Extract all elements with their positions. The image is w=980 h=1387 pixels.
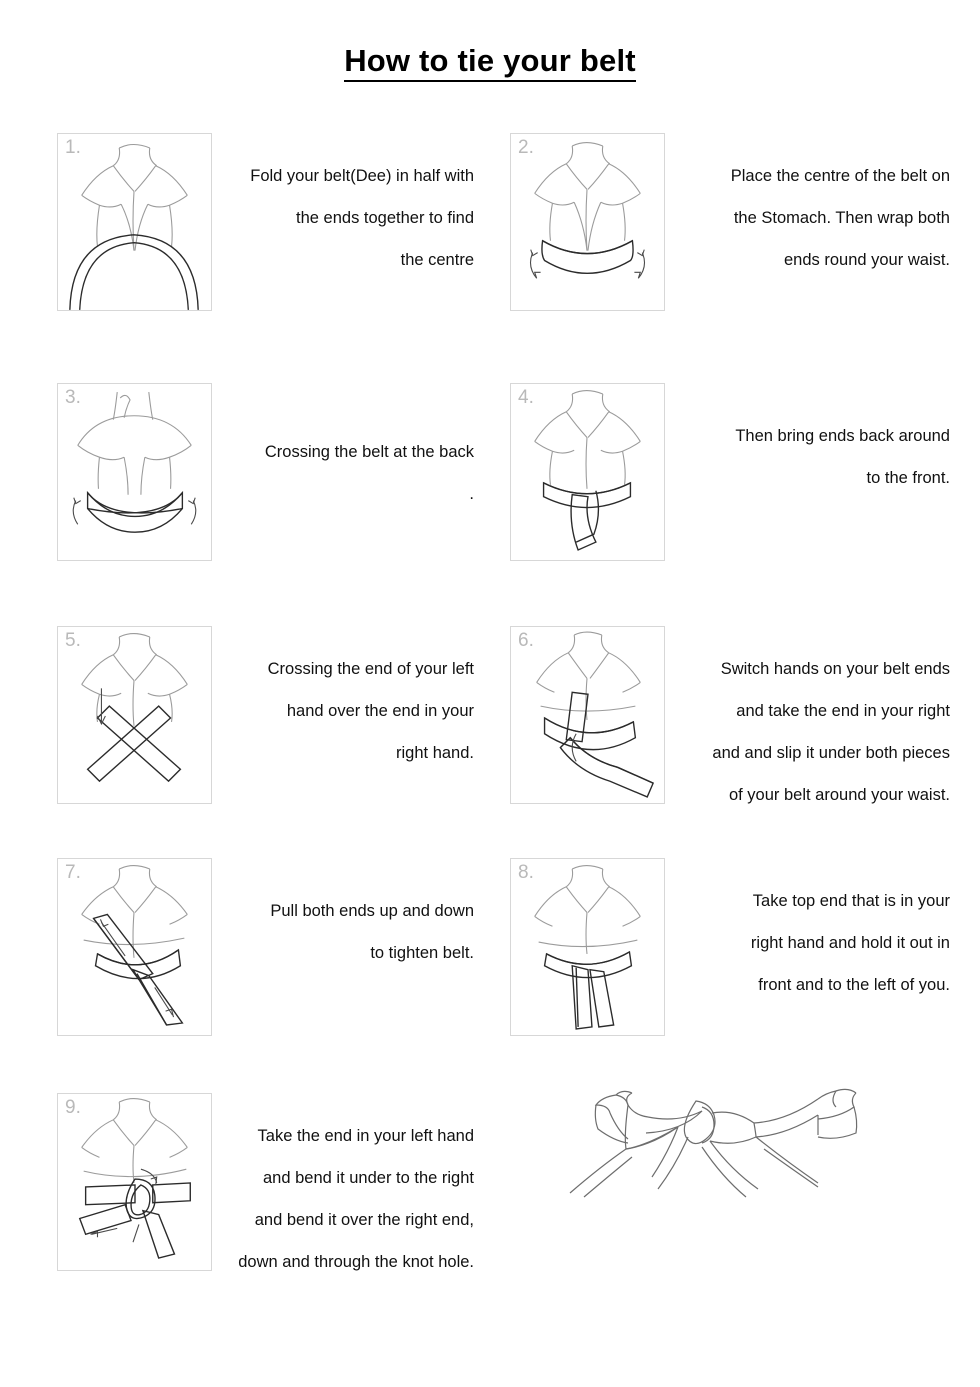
step-8-number: 8. [518, 862, 534, 884]
step-3-illustration [57, 383, 212, 561]
illustration-torso-front-belt-ends-crossed-x [58, 627, 211, 803]
step-2-line-1: Place the centre of the belt on [730, 167, 950, 186]
step-7-line-2: to tighten belt. [370, 944, 474, 963]
illustration-torso-front-belt-ends-brought-forward [511, 384, 664, 560]
illustration-torso-front-pull-ends-tighten-arrows [58, 859, 211, 1035]
step-8-line-1: Take top end that is in your [752, 892, 950, 911]
step-6-text [665, 626, 960, 816]
step-2 [490, 133, 960, 383]
illustration-torso-front-top-end-held-out-front [511, 859, 664, 1035]
illustration-torso-front-with-folded-belt-arc [58, 134, 211, 310]
step-5-line-2: hand over the end in your [286, 702, 474, 721]
step-1-line-1: Fold your belt(Dee) in half with [250, 167, 474, 186]
step-3-line-1: Crossing the belt at the back [264, 443, 474, 462]
step-2-line-2: the Stomach. Then wrap both [733, 209, 950, 228]
step-5-line-1: Crossing the end of your left [267, 660, 474, 679]
step-7-illustration [57, 858, 212, 1036]
step-5 [20, 626, 490, 858]
step-1-line-2: the ends together to find [296, 209, 474, 228]
step-9-text [212, 1093, 490, 1283]
step-1-line-3: the centre [400, 251, 474, 270]
step-9-line-3: and bend it over the right end, [254, 1211, 474, 1230]
step-5-text [212, 626, 490, 774]
step-8-illustration [510, 858, 665, 1036]
page-title: How to tie your belt [344, 43, 636, 83]
step-9-line-1: Take the end in your left hand [257, 1127, 474, 1146]
step-3-number: 3. [65, 387, 81, 409]
step-2-number: 2. [518, 137, 534, 159]
step-8-text [665, 858, 960, 1006]
step-9-line-2: and bend it under to the right [263, 1169, 474, 1188]
step-1-illustration [57, 133, 212, 311]
step-2-text [665, 133, 960, 281]
step-8-line-3: front and to the left of you. [758, 976, 950, 995]
step-9-illustration [57, 1093, 212, 1271]
step-3-line-2: . [469, 485, 474, 504]
step-4-line-1: Then bring ends back around [735, 427, 950, 446]
step-4-line-2: to the front. [866, 469, 950, 488]
step-1-text [212, 133, 490, 281]
step-1-number: 1. [65, 137, 81, 159]
step-6-line-1: Switch hands on your belt ends [720, 660, 950, 679]
step-1 [20, 133, 490, 383]
step-4-illustration [510, 383, 665, 561]
step-6-line-3: and and slip it under both pieces [712, 744, 950, 763]
illustration-torso-front-end-slipped-under-both-layers [511, 627, 664, 803]
final-knot-illustration [560, 1075, 890, 1205]
step-6 [490, 626, 960, 858]
step-2-illustration [510, 133, 665, 311]
step-5-illustration [57, 626, 212, 804]
step-2-line-3: ends round your waist. [783, 251, 950, 270]
step-7-number: 7. [65, 862, 81, 884]
step-5-number: 5. [65, 630, 81, 652]
step-6-number: 6. [518, 630, 534, 652]
illustration-finished-belt-knot [560, 1075, 890, 1205]
step-4-text [665, 383, 960, 499]
step-6-illustration [510, 626, 665, 804]
step-8-line-2: right hand and hold it out in [750, 934, 950, 953]
step-3-text [212, 383, 490, 515]
title-container [0, 0, 980, 103]
step-5-line-3: right hand. [396, 744, 474, 763]
step-3 [20, 383, 490, 626]
illustration-torso-back-belt-crossing-arrows [58, 384, 211, 560]
step-7-text [212, 858, 490, 974]
step-7 [20, 858, 490, 1093]
step-4 [490, 383, 960, 626]
illustration-torso-front-knot-being-tied-arrows [58, 1094, 211, 1270]
step-6-line-4: of your belt around your waist. [728, 786, 950, 805]
step-9 [20, 1093, 490, 1323]
step-8 [490, 858, 960, 1093]
step-9-number: 9. [65, 1097, 81, 1119]
step-9-line-4: down and through the knot hole. [238, 1253, 474, 1272]
step-6-line-2: and take the end in your right [736, 702, 950, 721]
step-7-line-1: Pull both ends up and down [270, 902, 474, 921]
step-4-number: 4. [518, 387, 534, 409]
illustration-torso-front-belt-around-waist-arrows [511, 134, 664, 310]
